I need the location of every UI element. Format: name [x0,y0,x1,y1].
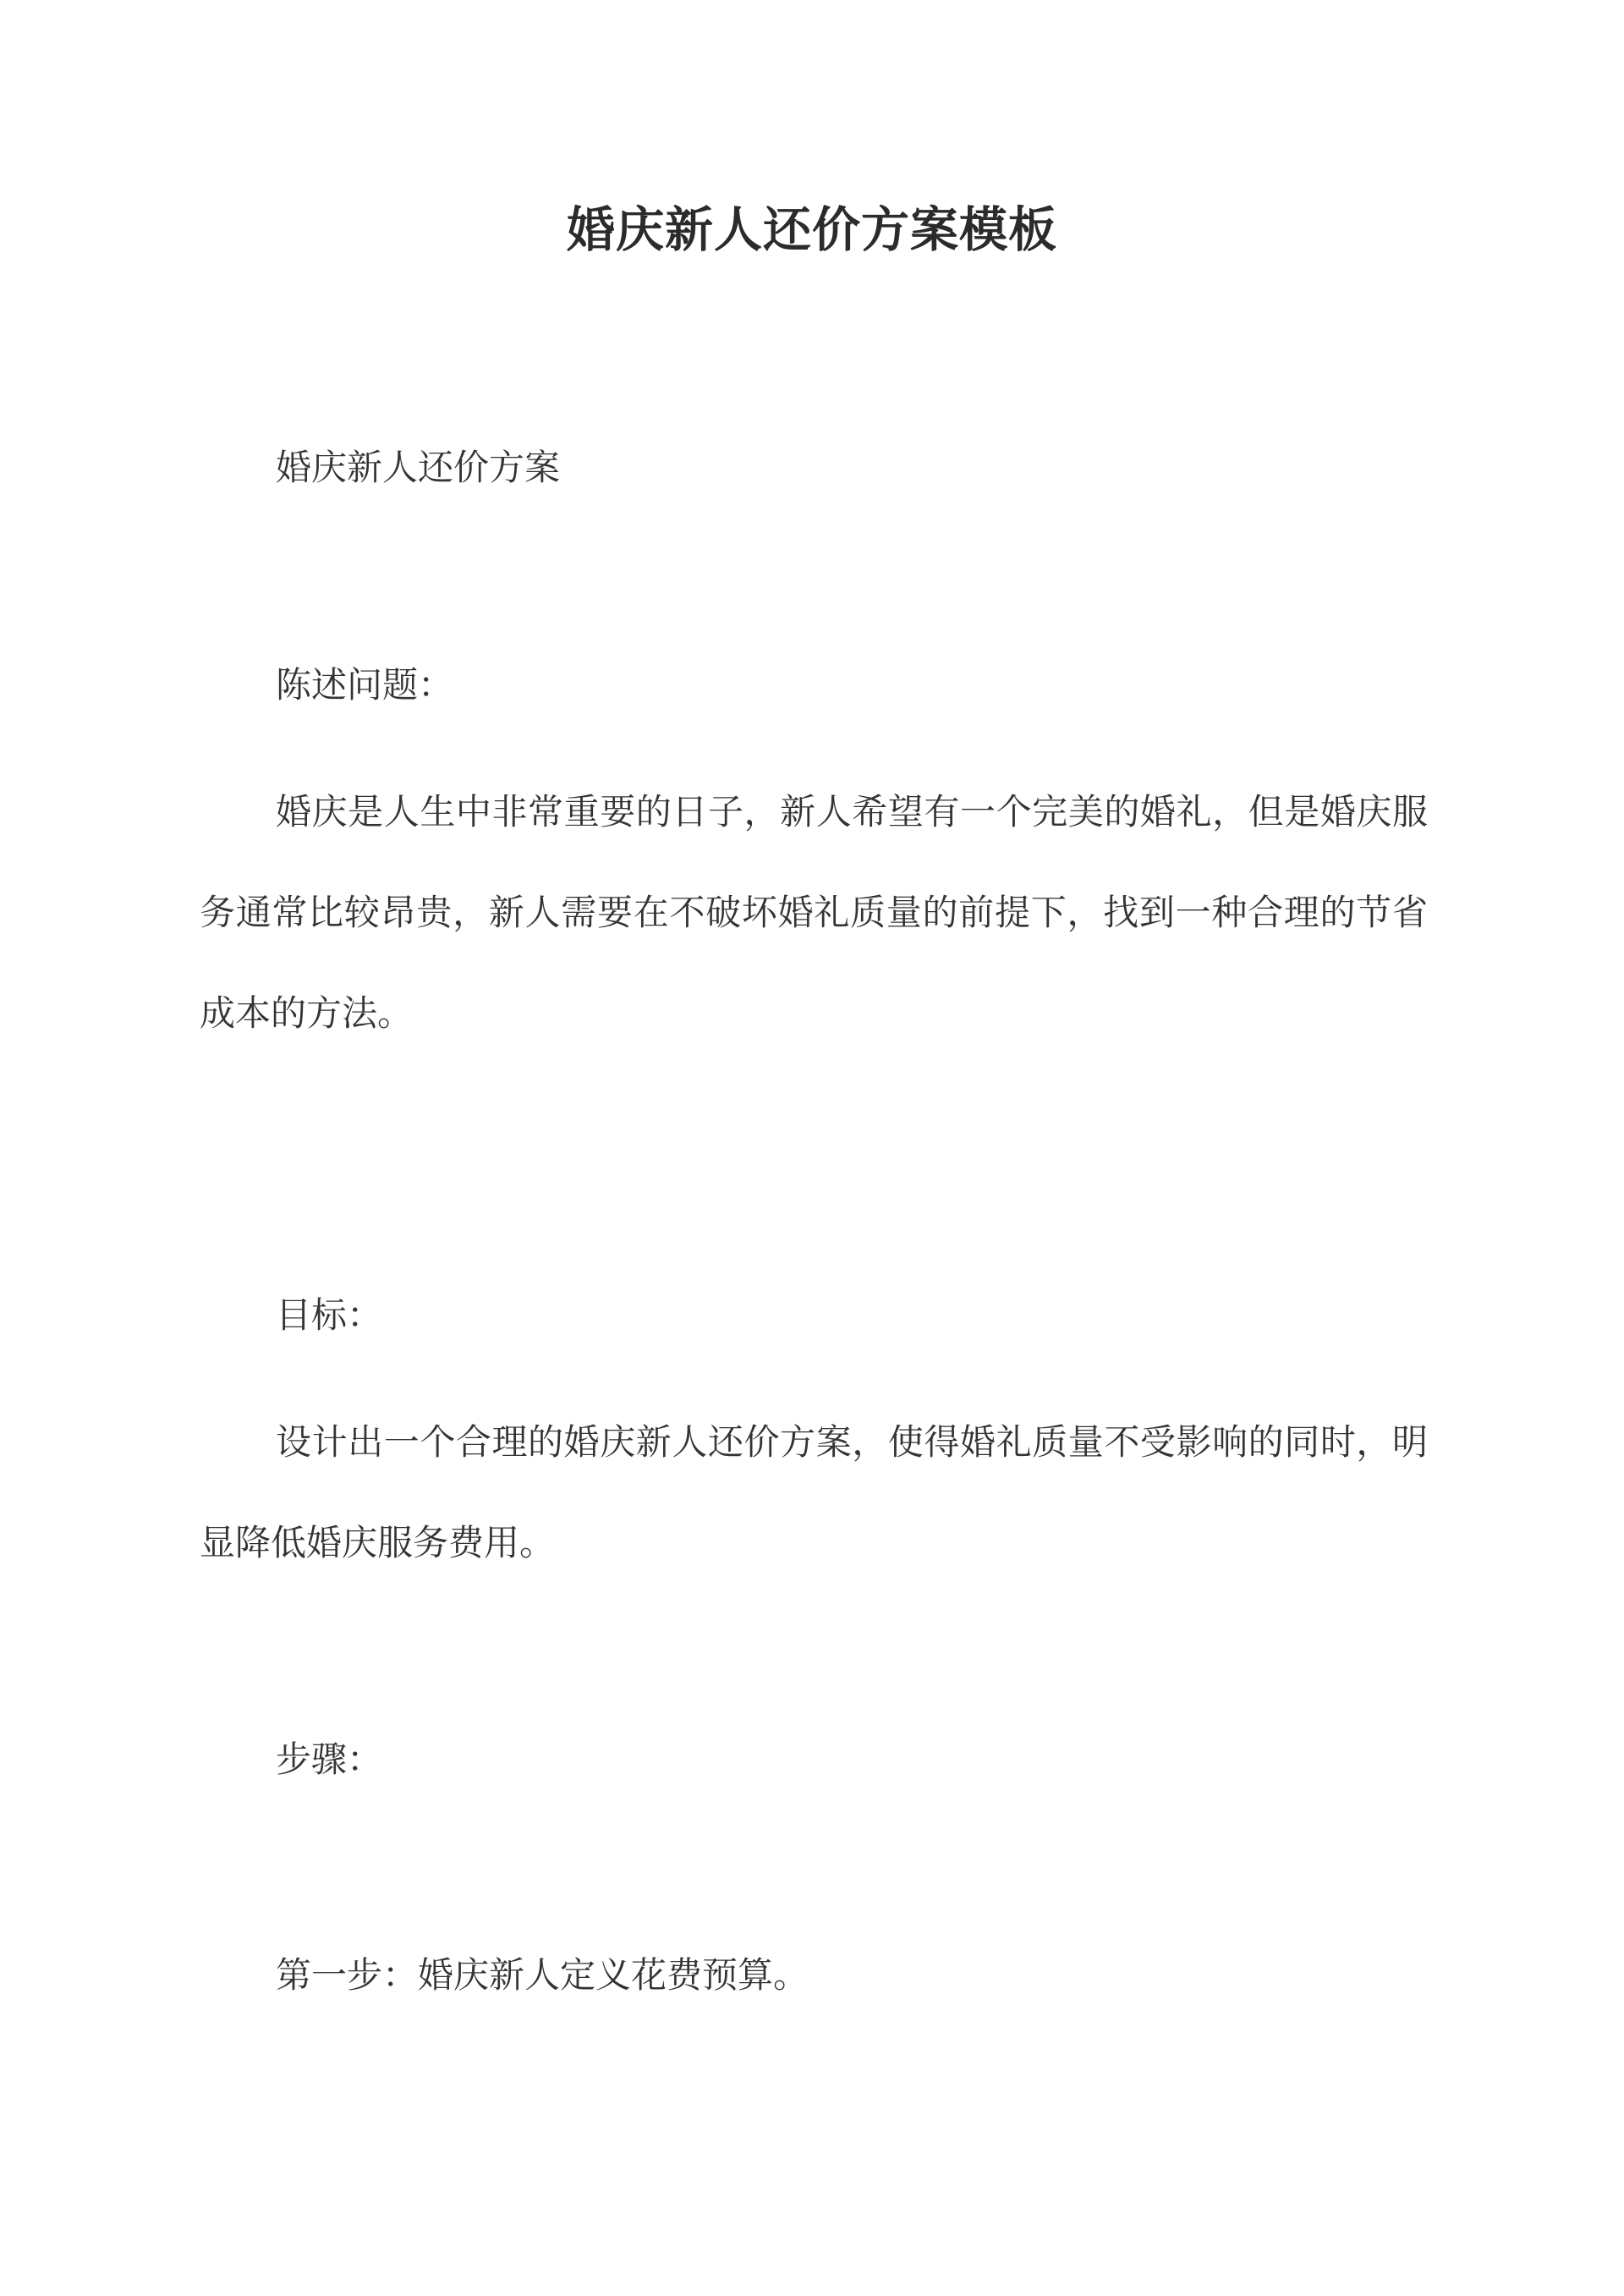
problem-paragraph: 婚庆是人生中非常重要的日子，新人希望有一个完美的婚礼，但是婚庆服务通常比较昂贵，新人需要在不破坏婚礼质量的前提下，找到一种合理的节省成本的方法。 [200,791,1428,1034]
document-title: 婚庆新人还价方案模板 [567,201,1057,258]
goal-paragraph: 设计出一个合理的婚庆新人还价方案，使得婚礼质量不受影响的同时，明显降低婚庆服务费用。 [200,1421,1428,1563]
steps-heading: 步骤： [276,1738,383,1780]
document-subtitle: 婚庆新人还价方案 [276,447,561,488]
step-one-text: 第一步：婚庆新人定义花费预算。 [276,1954,809,1996]
goal-heading: 目标： [276,1294,383,1336]
problem-heading: 陈述问题： [276,664,454,706]
